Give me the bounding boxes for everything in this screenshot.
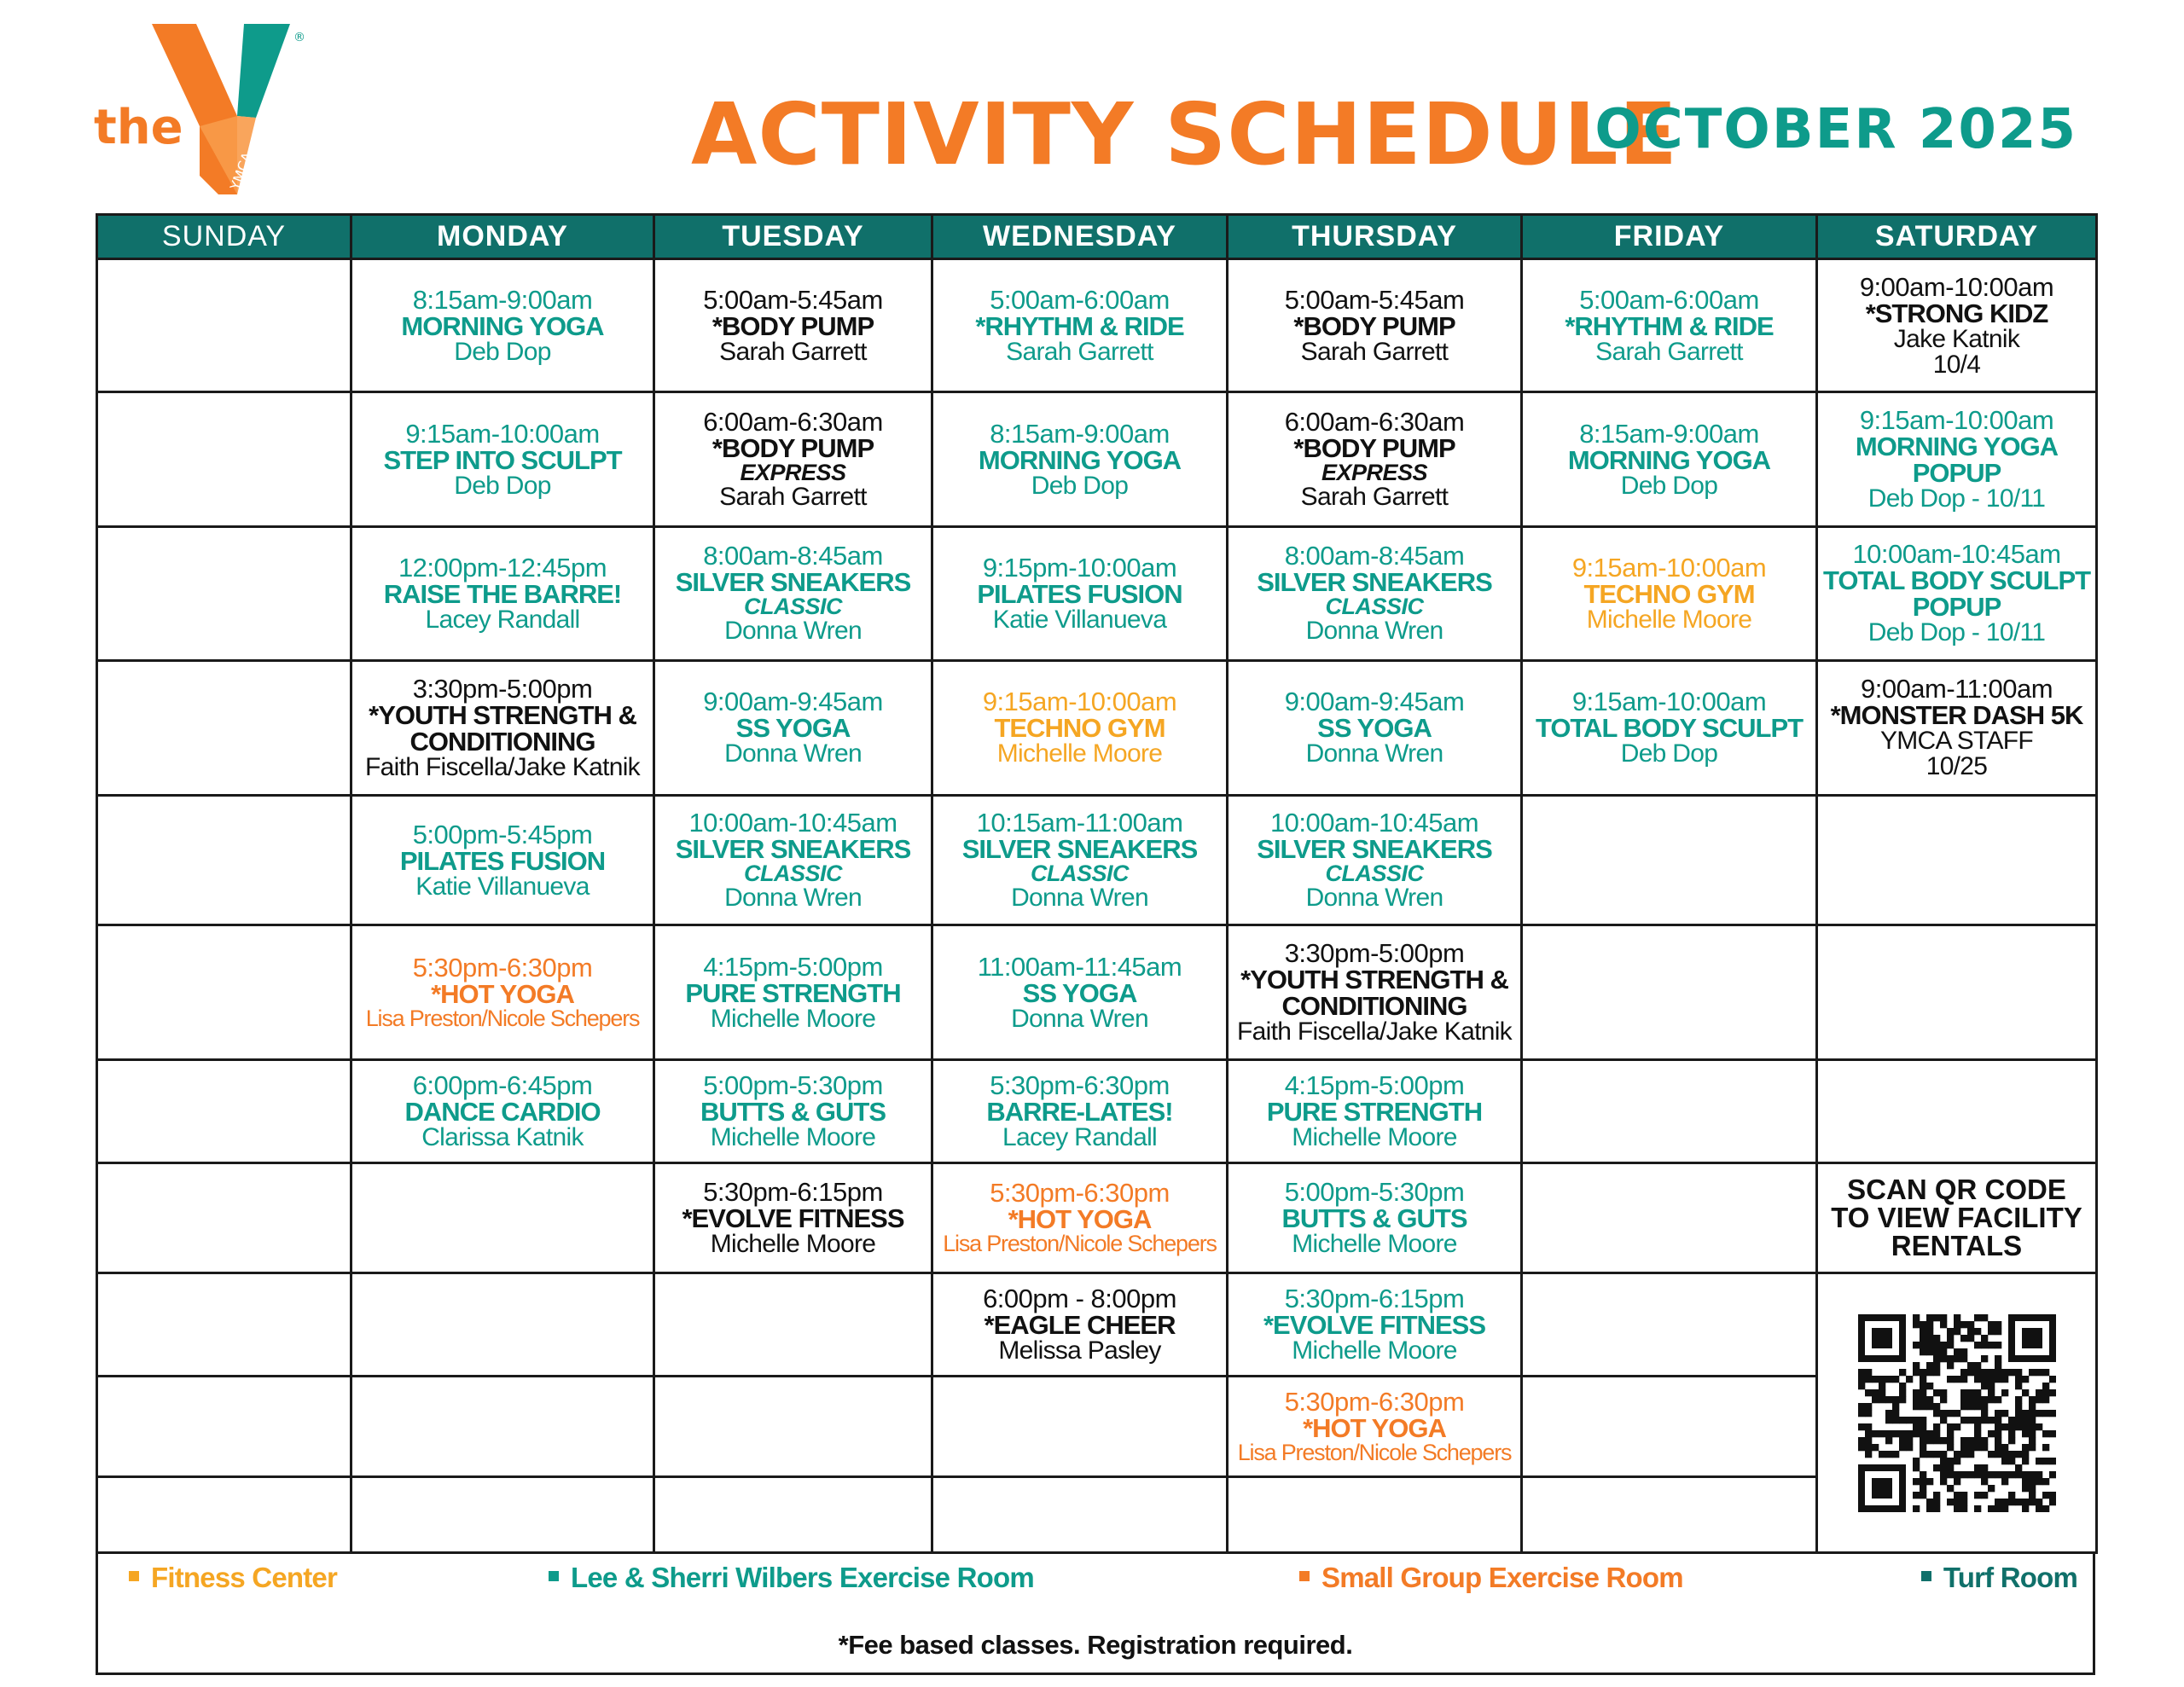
class-variant: CLASSIC [1325,594,1424,620]
class-entry [1232,1072,1517,1151]
class-entry [659,688,927,767]
class-instructor: Michelle Moore [1586,605,1752,634]
class-name: *MONSTER DASH 5K [1830,700,2083,731]
class-variant: CLASSIC [743,594,842,620]
class-instructor: Lacey Randall [1002,1122,1158,1151]
class-time: 8:00am-8:45am [1284,541,1465,571]
schedule-cell-tuesday [654,392,932,526]
schedule-cell-thursday [1228,1162,1522,1272]
schedule-cell-thursday [1228,1059,1522,1162]
schedule-row [97,526,2097,660]
class-instructor: Deb Dop [1620,471,1718,500]
schedule-cell-wednesday [932,1273,1228,1377]
class-instructor: Deb Dop - 10/11 [1867,484,2046,513]
schedule-cell-monday [351,1162,654,1272]
schedule-cell-wednesday [932,1162,1228,1272]
schedule-row [97,1377,2097,1477]
logo-registered-mark: ® [293,31,305,44]
scan-qr-text: RENTALS [1891,1230,2023,1262]
legend-small-group-room: Small Group Exercise Room [1299,1562,1683,1594]
class-entry [356,420,649,499]
schedule-cell-tuesday [654,1273,932,1377]
schedule-cell-sunday [97,1476,351,1552]
class-entry [659,542,927,644]
class-name: *RHYTHM & RIDE [975,310,1184,341]
schedule-cell-tuesday [654,1059,932,1162]
class-instructor: Sarah Garrett [1300,483,1449,511]
scan-qr-text: TO VIEW FACILITY [1831,1202,2082,1234]
schedule-row [97,1273,2097,1377]
legend-exercise-room: Lee & Sherri Wilbers Exercise Room [549,1562,1034,1594]
class-instructor: Deb Dop [1620,739,1718,768]
schedule-cell-tuesday [654,259,932,392]
class-entry [1232,809,1517,911]
schedule-cell-monday [351,795,654,925]
class-entry [1232,1388,1517,1464]
class-name: *BODY PUMP [1293,433,1455,463]
class-time: 10:00am-10:45am [1269,808,1479,838]
schedule-cell-sunday [97,1162,351,1272]
class-entry [937,284,1223,366]
page-title: ACTIVITY SCHEDULE [691,84,1678,184]
class-entry [1232,688,1517,767]
class-entry [1526,554,1812,633]
class-entry [937,688,1223,767]
day-header-tuesday: TUESDAY [654,215,932,259]
class-variant: CLASSIC [1325,861,1424,887]
class-time: 9:15pm-10:00am [982,552,1177,583]
class-name: PILATES FUSION [977,578,1182,609]
class-entry [937,1072,1223,1151]
class-instructor: Sarah Garrett [1300,337,1449,366]
schedule-cell-thursday [1228,392,1522,526]
class-entry [1232,940,1517,1045]
schedule-cell-saturday [1817,526,2097,660]
class-instructor: Lisa Preston/Nicole Schepers [943,1231,1217,1257]
class-time: 12:00pm-12:45pm [398,552,607,583]
schedule-cell-wednesday [932,795,1228,925]
class-instructor: Donna Wren [1305,739,1443,768]
schedule-cell-tuesday [654,1476,932,1552]
class-instructor: Katie Villanueva [992,605,1167,634]
class-entry [659,409,927,510]
schedule-row [97,1476,2097,1552]
class-time: 5:00pm-5:30pm [703,1070,883,1100]
class-instructor: Sarah Garrett [1595,337,1743,366]
class-name: *EVOLVE FITNESS [1263,1310,1486,1341]
class-instructor: Michelle Moore [710,1004,876,1033]
class-time: 8:15am-9:00am [990,418,1170,449]
class-entry [1821,675,2092,780]
class-entry [1821,407,2092,512]
class-instructor: Deb Dop [1031,471,1129,500]
schedule-cell-tuesday [654,1377,932,1477]
schedule-cell-monday [351,1377,654,1477]
schedule-cell-friday [1522,925,1817,1059]
class-instructor: Deb Dop [454,337,551,366]
class-name: TOTAL BODY SCULPT [1535,713,1804,744]
class-instructor: Donna Wren [1011,1004,1148,1033]
schedule-cell-wednesday [932,259,1228,392]
schedule-cell-sunday [97,925,351,1059]
class-date: 10/25 [1926,752,1988,781]
class-entry [1232,1176,1517,1258]
schedule-cell-monday [351,1059,654,1162]
scan-qr-text: SCAN QR CODE [1847,1174,2066,1206]
class-time: 9:15am-10:00am [1859,405,2054,435]
class-time: 9:15am-10:00am [1571,552,1767,583]
class-name: PURE STRENGTH [685,977,901,1008]
day-header-sunday: SUNDAY [97,215,351,259]
schedule-cell-tuesday [654,795,932,925]
day-header-friday: FRIDAY [1522,215,1817,259]
class-instructor: Deb Dop - 10/11 [1867,618,2046,647]
schedule-cell-saturday [1817,392,2097,526]
class-entry [659,951,927,1033]
schedule-cell-friday [1522,1273,1817,1377]
class-entry [937,554,1223,633]
class-time: 5:00am-6:00am [1579,284,1759,315]
schedule-cell-wednesday [932,392,1228,526]
class-entry [356,1072,649,1151]
schedule-cell-thursday [1228,1476,1522,1552]
schedule-row [97,661,2097,795]
schedule-cell-wednesday [932,1476,1228,1552]
class-entry [659,284,927,366]
class-time: 5:00am-5:45am [1284,284,1465,315]
schedule-cell-thursday [1228,526,1522,660]
schedule-row [97,392,2097,526]
class-instructor: Donna Wren [724,884,862,913]
class-name: *YOUTH STRENGTH & [1240,965,1508,995]
class-time: 4:15pm-5:00pm [703,951,883,982]
class-entry [356,554,649,633]
qr-code-cell [1817,1273,2097,1553]
day-header-thursday: THURSDAY [1228,215,1522,259]
schedule-cell-sunday [97,526,351,660]
class-name: SS YOGA [735,713,851,744]
class-name: SILVER SNEAKERS [1257,834,1492,865]
class-name: MORNING YOGA [978,444,1182,475]
legend-square-icon [1299,1571,1310,1581]
schedule-row [97,925,2097,1059]
ymca-logo [94,24,324,203]
class-instructor: Donna Wren [724,617,862,646]
class-entry [1526,688,1812,767]
class-instructor: Katie Villanueva [415,872,590,901]
class-instructor: Faith Fiscella/Jake Katnik [1237,1017,1512,1046]
schedule-cell-saturday [1817,1059,2097,1162]
schedule-cell-saturday [1817,925,2097,1059]
class-instructor: Sarah Garrett [719,483,867,511]
day-header-wednesday: WEDNESDAY [932,215,1228,259]
schedule-cell-wednesday [932,661,1228,795]
schedule-cell-wednesday [932,1377,1228,1477]
class-name: TOTAL BODY SCULPT [1822,565,2091,596]
class-instructor: Michelle Moore [1292,1122,1457,1151]
class-entry [1526,284,1812,366]
legend-fitness-center: Fitness Center [129,1562,337,1594]
class-time: 3:30pm-5:00pm [412,673,593,704]
schedule-row [97,1059,2097,1162]
class-name: POPUP [1912,592,2001,623]
class-name: RAISE THE BARRE! [383,578,622,609]
schedule-cell-sunday [97,1273,351,1377]
class-name: MORNING YOGA [401,310,604,341]
class-time: 5:30pm-6:30pm [990,1178,1170,1209]
schedule-cell-tuesday [654,661,932,795]
class-time: 5:30pm-6:15pm [703,1176,883,1207]
class-name: *BODY PUMP [712,433,874,463]
class-entry [356,675,649,780]
class-name: CONDITIONING [410,726,595,757]
class-name: *HOT YOGA [1303,1412,1446,1443]
schedule-cell-thursday [1228,661,1522,795]
schedule-row [97,1162,2097,1272]
schedule-cell-friday [1522,1476,1817,1552]
class-name: *STRONG KIDZ [1865,298,2048,328]
class-time: 9:15am-10:00am [982,687,1177,717]
class-name: BARRE-LATES! [986,1096,1173,1127]
class-time: 9:00am-9:45am [1284,687,1465,717]
class-name: SS YOGA [1022,977,1137,1008]
schedule-cell-sunday [97,1377,351,1477]
class-time: 10:00am-10:45am [1852,539,2061,570]
schedule-cell-tuesday [654,526,932,660]
class-name: TECHNO GYM [994,713,1165,744]
class-entry [659,809,927,911]
schedule-cell-friday [1522,259,1817,392]
schedule-cell-monday [351,392,654,526]
legend-turf-room: Turf Room [1921,1562,2077,1594]
class-time: 9:15am-10:00am [1571,687,1767,717]
legend-square-icon [549,1571,559,1581]
schedule-cell-thursday [1228,1377,1522,1477]
logo-ymca-text: YMCA [226,149,256,193]
class-name: MORNING YOGA [1567,444,1771,475]
class-name: SILVER SNEAKERS [675,834,911,865]
day-header-row [97,215,2097,259]
class-name: *RHYTHM & RIDE [1565,310,1774,341]
class-time: 5:00am-6:00am [990,284,1170,315]
class-entry [356,821,649,900]
schedule-cell-tuesday [654,1162,932,1272]
qr-code-icon[interactable] [1858,1314,2056,1512]
class-variant: EXPRESS [1321,460,1428,485]
class-name: PILATES FUSION [399,845,606,876]
class-name: *HOT YOGA [431,979,574,1010]
schedule-cell-sunday [97,795,351,925]
class-name: SILVER SNEAKERS [675,567,911,598]
class-name: SS YOGA [1317,713,1432,744]
class-time: 9:15am-10:00am [405,418,600,449]
class-entry [356,284,649,366]
class-instructor: Michelle Moore [1292,1336,1457,1365]
schedule-table [96,213,2098,1554]
class-instructor: Clarissa Katnik [421,1122,584,1151]
class-time: 11:00am-11:45am [977,951,1182,982]
day-header-monday: MONDAY [351,215,654,259]
class-instructor: Michelle Moore [710,1122,876,1151]
class-instructor: Donna Wren [1305,617,1443,646]
schedule-cell-thursday [1228,1273,1522,1377]
class-name: *HOT YOGA [1008,1204,1152,1235]
class-name: DANCE CARDIO [404,1096,601,1127]
class-entry [1821,271,2092,379]
class-time: 9:00am-9:45am [703,687,883,717]
class-time: 8:15am-9:00am [1579,418,1759,449]
class-name: *EAGLE CHEER [984,1310,1176,1341]
legend-square-icon [1921,1571,1931,1581]
schedule-row [97,259,2097,392]
schedule-cell-saturday [1817,1162,2097,1272]
schedule-cell-sunday [97,259,351,392]
schedule-cell-thursday [1228,795,1522,925]
class-name: MORNING YOGA [1855,432,2059,461]
schedule-cell-saturday [1817,795,2097,925]
class-name: SILVER SNEAKERS [961,834,1198,865]
class-name: TECHNO GYM [1583,578,1755,609]
class-time: 5:00pm-5:30pm [1284,1176,1465,1207]
class-instructor: Deb Dop [454,471,551,500]
class-time: 8:15am-9:00am [412,284,593,315]
class-name: *BODY PUMP [712,310,874,341]
class-name: *YOUTH STRENGTH & [369,699,636,730]
class-name: *BODY PUMP [1293,310,1455,341]
class-instructor: Donna Wren [1305,884,1443,913]
class-entry [937,1285,1223,1364]
schedule-cell-tuesday [654,925,932,1059]
schedule-cell-friday [1522,1162,1817,1272]
class-instructor: Faith Fiscella/Jake Katnik [365,752,640,781]
class-instructor: Michelle Moore [996,739,1163,768]
logo-the-text: the [94,100,183,155]
class-name: POPUP [1912,458,2001,488]
class-time: 9:00am-10:00am [1859,271,2054,302]
class-time: 5:30pm-6:30pm [1284,1386,1465,1417]
schedule-cell-thursday [1228,259,1522,392]
schedule-cell-wednesday [932,526,1228,660]
class-entry [356,954,649,1030]
class-time: 4:15pm-5:00pm [1284,1070,1465,1100]
schedule-cell-wednesday [932,925,1228,1059]
class-time: 5:30pm-6:30pm [412,953,593,983]
class-instructor: Melissa Pasley [998,1336,1161,1365]
schedule-cell-monday [351,1273,654,1377]
class-entry [937,951,1223,1033]
schedule-cell-monday [351,661,654,795]
class-time: 5:00pm-5:45pm [412,819,593,849]
schedule-row [97,795,2097,925]
class-time: 6:00am-6:30am [1284,407,1465,437]
schedule-cell-monday [351,925,654,1059]
schedule-cell-friday [1522,392,1817,526]
class-time: 5:00am-5:45am [703,284,883,315]
class-instructor: Lisa Preston/Nicole Schepers [1237,1439,1512,1465]
class-instructor: YMCA STAFF [1879,727,2034,756]
schedule-cell-monday [351,259,654,392]
legend-square-icon [129,1571,139,1581]
class-name: PURE STRENGTH [1266,1096,1483,1127]
fee-footnote: *Fee based classes. Registration required. [838,1630,1353,1660]
class-entry [1232,1285,1517,1364]
schedule-cell-friday [1522,1059,1817,1162]
legend-footer [96,1551,2095,1675]
class-instructor: Michelle Moore [1292,1229,1457,1258]
class-entry [937,420,1223,499]
schedule-cell-friday [1522,526,1817,660]
schedule-cell-monday [351,526,654,660]
day-header-saturday: SATURDAY [1817,215,2097,259]
class-instructor: Sarah Garrett [719,337,867,366]
schedule-cell-sunday [97,1059,351,1162]
class-variant: CLASSIC [743,861,842,887]
class-entry [1232,284,1517,366]
class-variant: EXPRESS [740,460,846,485]
schedule-cell-friday [1522,661,1817,795]
class-time: 10:15am-11:00am [976,808,1183,838]
class-instructor: Donna Wren [1011,884,1148,913]
class-entry [1232,542,1517,644]
class-date: 10/4 [1932,350,1981,379]
class-time: 9:00am-11:00am [1860,674,2053,704]
schedule-cell-saturday [1817,661,2097,795]
schedule-cell-sunday [97,392,351,526]
class-entry [659,1072,927,1151]
class-entry [937,1180,1223,1255]
schedule-cell-monday [351,1476,654,1552]
schedule-cell-saturday [1817,259,2097,392]
class-instructor: Jake Katnik [1893,324,2020,353]
schedule-cell-wednesday [932,1059,1228,1162]
class-name: CONDITIONING [1281,991,1467,1022]
schedule-cell-friday [1522,1377,1817,1477]
class-time: 10:00am-10:45am [688,808,897,838]
class-time: 6:00am-6:30am [703,407,883,437]
class-entry [1821,541,2092,646]
class-name: STEP INTO SCULPT [383,444,622,475]
month-label: OCTOBER 2025 [1594,98,2077,161]
class-time: 6:00pm-6:45pm [412,1070,593,1100]
class-time: 3:30pm-5:00pm [1284,938,1465,969]
class-name: SILVER SNEAKERS [1257,567,1492,598]
class-instructor: Donna Wren [724,739,862,768]
class-variant: CLASSIC [1030,861,1129,887]
class-entry [1526,420,1812,499]
class-time: 6:00pm - 8:00pm [983,1284,1176,1314]
class-name: BUTTS & GUTS [700,1096,886,1127]
class-entry [659,1176,927,1258]
class-instructor: Lacey Randall [425,605,580,634]
scan-qr-instruction [1821,1175,2092,1260]
class-instructor: Sarah Garrett [1006,337,1153,366]
class-name: BUTTS & GUTS [1281,1203,1467,1233]
schedule-cell-thursday [1228,925,1522,1059]
class-time: 5:30pm-6:15pm [1284,1284,1465,1314]
class-time: 8:00am-8:45am [703,541,883,571]
class-instructor: Michelle Moore [710,1229,876,1258]
schedule-cell-friday [1522,795,1817,925]
class-instructor: Lisa Preston/Nicole Schepers [365,1006,640,1032]
class-time: 5:30pm-6:30pm [990,1070,1170,1100]
schedule-cell-sunday [97,661,351,795]
class-entry [937,809,1223,911]
class-entry [1232,409,1517,510]
class-name: *EVOLVE FITNESS [682,1203,904,1233]
